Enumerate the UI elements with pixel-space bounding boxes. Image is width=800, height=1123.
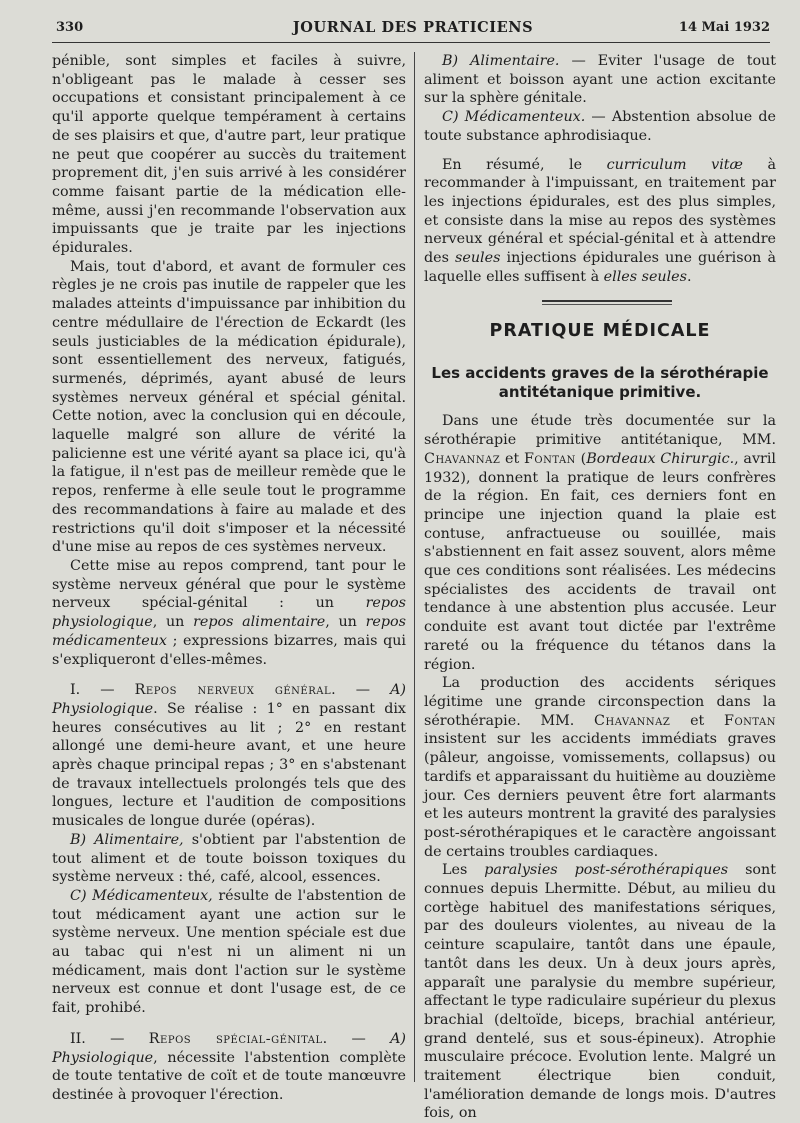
left-column xyxy=(52,52,406,1105)
page-number: 330 xyxy=(56,20,84,35)
column-separator xyxy=(414,52,415,1082)
journal-title: JOURNAL DES PRATICIENS xyxy=(292,19,534,36)
paragraph-genital-alimentary: B) Alimentaire. — Eviter l'usage de tout aliment et boisson ayant une action excitante sur la sphère génitale. xyxy=(424,53,777,107)
page-header xyxy=(56,15,770,43)
article-paragraph-1: Dans une étude très documentée sur la sérothérapie primitive antitétanique, MM. Chavannaz et Fontan (Bordeaux Chirurgic., avril 1932), donnent la pratique de leurs confrères de la région. En fait, ces derniers font en principe une injection quand la plaie est contuse, anfractueuse ou souillée, mais s'abstiennent en fait assez souvent, alors même que ces conditions sont réalisées. Les médecins spécialistes des accidents de travail ont tendance à une abstention plus accusée. Leur conduite est avant tout dictée par l'extrême rareté ou la fréquence du tétanos dans la région. xyxy=(424,413,777,673)
section-title: PRATIQUE MÉDICALE xyxy=(489,321,711,342)
section-divider-ornament xyxy=(424,286,776,320)
issue-date: 14 Mai 1932 xyxy=(678,20,770,35)
header-rule xyxy=(52,42,770,43)
paragraph-rules: Mais, tout d'abord, et avant de formuler ces règles je ne crois pas inutile de rappeler que les malades atteints d'impuissance par inhibition du centre médullaire de l'érection de Eckardt (les seuls justiciables de la médication épidurale), sont essentiellement des nerveux, fatigués, surmenés, déprimés, ayant abusé de leurs systèmes nerveux général et spécial génital. Cette notion, avec la conclusion qui en découle, laquelle malgré son allure de vérité la palicienne est une vérité ayant sa place ici, qu'à la fatigue, il n'est pas de meilleur remède que le repos, renferme à elle seule tout le programme des recommandations à faire au malade et des restrictions qu'il doit s'imposer et la nécessité d'une mise au repos de ces systèmes nerveux. xyxy=(52,258,406,556)
article-paragraph-2: La production des accidents sériques légitime une grande circonspection dans la sérothérapie. MM. Chavannaz et Fontan insistent sur les accidents immédiats graves (pâleur, angoisse, vomissements, collapsus) ou tardifs et apparaissant du huitième au douzième jour. Ces derniers peuvent être fort alarmants et les auteurs montrent la gravité des paralysies post-sérothérapiques et le caractère angoissant de certains troubles cardiaques. xyxy=(424,675,776,860)
section-general-rest: I. — Repos nerveux général. — A) Physiologique. Se réalise : 1° en passant dix heures consécutives au lit ; 2° en restant allongé une demi-heure avant, et une heure après chaque principal repas ; 3° en s'abstenant de travaux intellectuels prolongés tels que des longues, lecture et l'audition de compositions musicales de longue durée (opéras). xyxy=(52,682,406,830)
section-genital-rest: II. — Repos spécial-génital. — A) Physiologique, nécessite l'abstention complète de toute tentative de coït et de toute manœuvre destinée à provoquer l'érection. xyxy=(52,1030,406,1103)
paragraph-general-medicinal: C) Médicamenteux, résulte de l'abstention de tout médicament ayant une action sur le système nerveux. Une mention spéciale est due au tabac qui n'est ni un aliment ni un médicament, mais dont l'action sur le système nerveux est connue et dont l'usage est, de ce fait, prohibé. xyxy=(52,887,406,1017)
paragraph-rest-types: Cette mise au repos comprend, tant pour le système nerveux général que pour le système nerveux spécial-génital : un repos physiologique, un repos alimentaire, un repos médicamenteux ; expressions bizarres, mais qui s'expliqueront d'elles-mêmes. xyxy=(52,557,406,668)
article-paragraph-3: Les paralysies post-sérothérapiques sont connues depuis Lhermitte. Début, au milieu du cortège habituel des manifestations sériques, par des douleurs violentes, au niveau de la ceinture scapulaire, tantôt dans une épaule, tantôt dans les deux. Un à deux jours après, apparaît une paralysie du membre supérieur, affectant le type radiculaire supérieur du plexus brachial (deltoïde, biceps, brachial antérieur, grand dentelé, sus et sous-épineux). Atrophie musculaire précoce. Evolution lente. Malgré un traitement électrique bien conduit, l'amélioration demande de longs mois. D'autres fois, on xyxy=(424,862,776,1122)
right-column xyxy=(424,52,776,1123)
paragraph-continuation: pénible, sont simples et faciles à suivre, n'obligeant pas le malade à cesser ses occupations et consistant principalement à ce qu'il apporte quelque tempérament à certains de ses plaisirs et que, d'autre part, leur pratique ne peut que coopérer au succès du traitement proprement dit, j'en suis arrivé à les considérer comme faisant partie de la médication elle-même, aussi j'en recommande l'observation aux impuissants que je traite par les injections épidurales. xyxy=(52,53,406,257)
paragraph-genital-medicinal: C) Médicamenteux. — Abstention absolue de toute substance aphrodisiaque. xyxy=(424,109,776,144)
paragraph-general-alimentary: B) Alimentaire, s'obtient par l'abstention de tout aliment et de toute boisson toxiques du système nerveux : thé, café, alcool, essences. xyxy=(52,831,407,886)
paragraph-summary: En résumé, le curriculum vitæ à recommander à l'impuissant, en traitement par les injections épidurales, est des plus simples, et consiste dans la mise au repos des systèmes nerveux général et spécial-génital et à attendre des seules injections épidurales une guérison à laquelle elles suffisent à elles seules. xyxy=(424,156,776,285)
article-title: Les accidents graves de la sérothérapie antitétanique primitive. xyxy=(431,364,769,402)
